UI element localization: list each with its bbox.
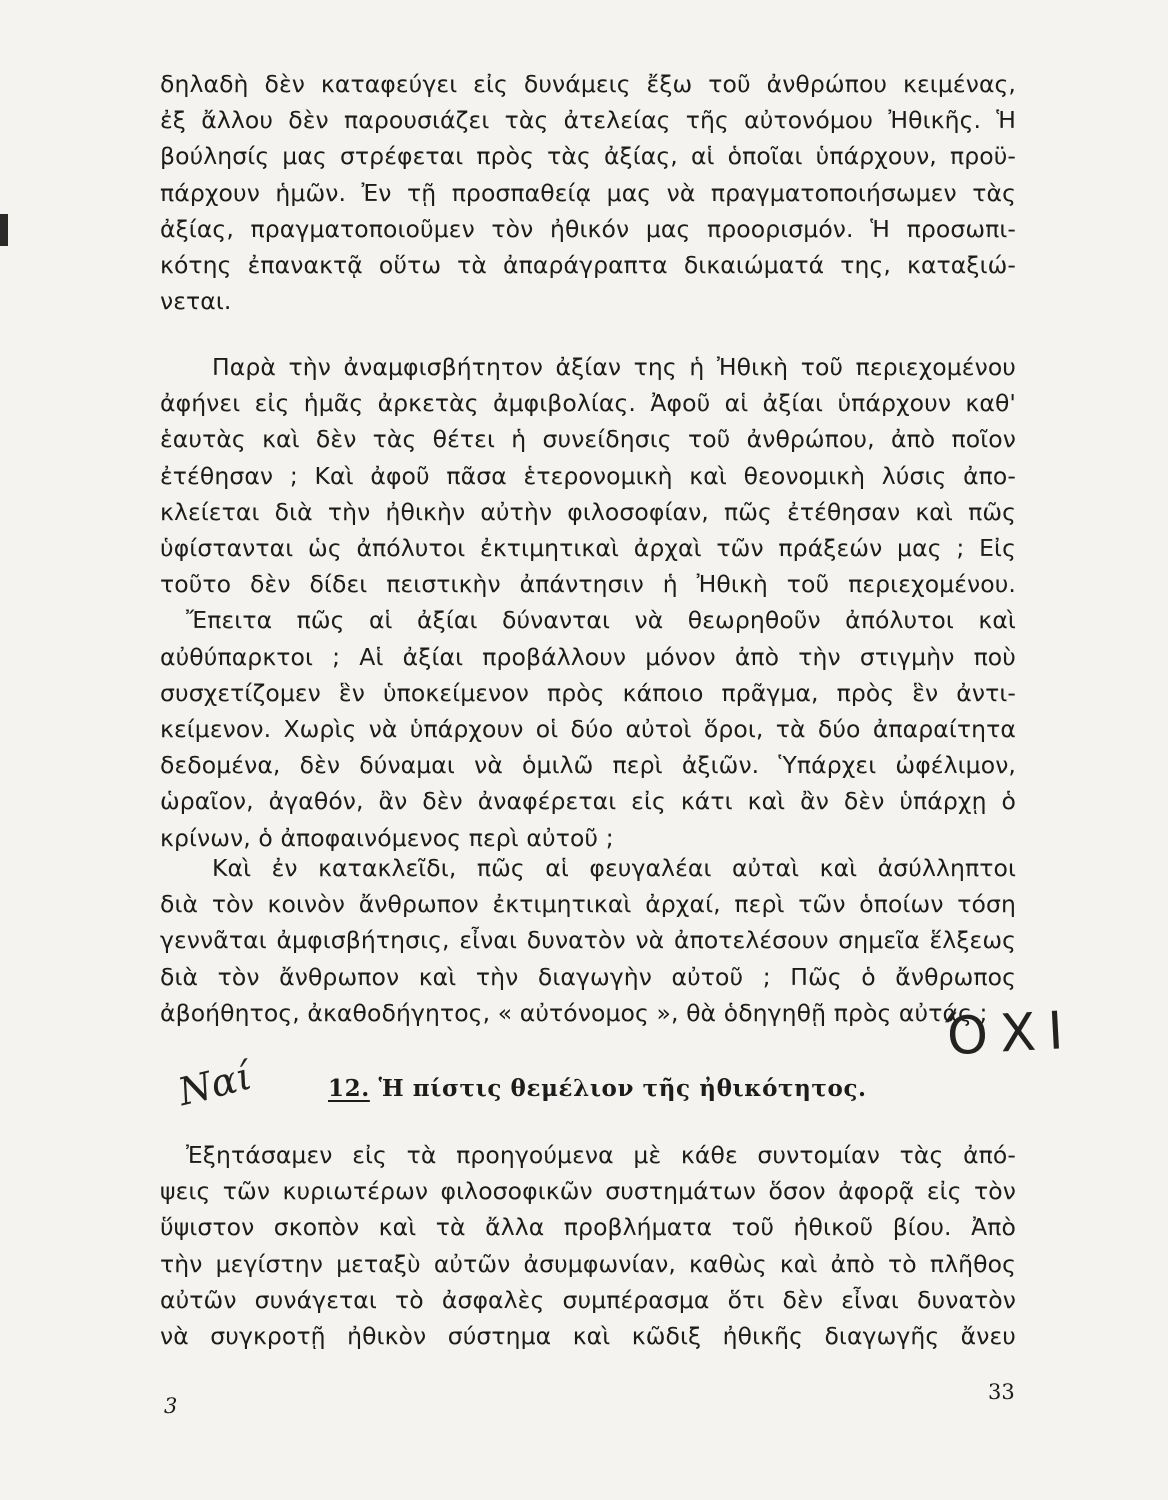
text-line: πάρχουν ἡμῶν. Ἐν τῇ προσπαθείᾳ μας νὰ πραγματοποιήσωμεν τὰς bbox=[160, 178, 1016, 207]
paragraph-2 bbox=[160, 349, 1016, 856]
text-line: συσχετίζομεν ἓν ὑποκείμενον πρὸς κάποιο πρᾶγμα, πρὸς ἓν ἀντι- bbox=[160, 678, 1016, 707]
text-line: ἑαυτὰς καὶ δὲν τὰς θέτει ἡ συνείδησις τοῦ ἀνθρώπου, ἀπὸ ποῖον bbox=[160, 425, 1016, 454]
text-line: ἐτέθησαν ; Καὶ ἀφοῦ πᾶσα ἑτερονομικὴ καὶ θεονομικὴ λύσις ἀπο- bbox=[160, 461, 1016, 490]
text-line: Ἔπειτα πῶς αἱ ἀξίαι δύνανται νὰ θεωρηθοῦν ἀπόλυτοι καὶ bbox=[186, 606, 1016, 635]
text-line: κότης ἐπανακτᾷ οὕτω τὰ ἀπαράγραπτα δικαιώματά της, καταξιώ- bbox=[160, 251, 1016, 280]
text-line: κείμενον. Χωρὶς νὰ ὑπάρχουν οἱ δύο αὐτοὶ ὅροι, τὰ δύο ἀπαραίτητα bbox=[160, 715, 1016, 744]
text-line: βούλησίς μας στρέφεται πρὸς τὰς ἀξίας, αἱ ὁποῖαι ὑπάρχουν, προϋ- bbox=[160, 142, 1016, 171]
section-heading bbox=[328, 1075, 867, 1102]
text-line: διὰ τὸν κοινὸν ἄνθρωπον ἐκτιμητικαὶ ἀρχαί, περὶ τῶν ὁποίων τόση bbox=[160, 890, 1016, 919]
text-line: Παρὰ τὴν ἀναμφισβήτητον ἀξίαν της ἡ Ἠθικὴ τοῦ περιεχομένου bbox=[212, 353, 1016, 381]
handwritten-note-no: ΌΧΙ bbox=[944, 1000, 1077, 1068]
text-line: τοῦτο δὲν δίδει πειστικὴν ἀπάντησιν ἡ Ἠθικὴ τοῦ περιεχομένου. bbox=[160, 570, 1016, 599]
text-line: Ἐξητάσαμεν εἰς τὰ προηγούμενα μὲ κάθε συντομίαν τὰς ἀπό- bbox=[186, 1141, 1016, 1169]
text-line: ὡραῖον, ἀγαθόν, ἂν δὲν ἀναφέρεται εἰς κάτι καὶ ἂν δὲν ὑπάρχῃ ὁ bbox=[160, 787, 1016, 816]
text-line: αὐτῶν συνάγεται τὸ ἀσφαλὲς συμπέρασμα ὅτι δὲν εἶναι δυνατὸν bbox=[160, 1285, 1016, 1314]
text-line: νεται. bbox=[160, 287, 232, 316]
paragraph-4 bbox=[160, 1137, 1016, 1354]
text-line: αὐθύπαρκτοι ; Αἱ ἀξίαι προβάλλουν μόνον ἀπὸ τὴν στιγμὴν ποὺ bbox=[160, 642, 1016, 671]
text-line: δεδομένα, δὲν δύναμαι νὰ ὁμιλῶ περὶ ἀξιῶν. Ὑπάρχει ὠφέλιμον, bbox=[160, 751, 1016, 780]
text-line: ψεις τῶν κυριωτέρων φιλοσοφικῶν συστημάτων ὅσον ἀφορᾷ εἰς τὸν bbox=[160, 1177, 1016, 1206]
text-line: κρίνων, ὁ ἀποφαινόμενος περὶ αὐτοῦ ; bbox=[160, 823, 614, 852]
text-line: νὰ συγκροτῇ ἠθικὸν σύστημα καὶ κῶδιξ ἠθικῆς διαγωγῆς ἄνευ bbox=[160, 1322, 1016, 1351]
text-line: δηλαδὴ δὲν καταφεύγει εἰς δυνάμεις ἔξω τοῦ ἀνθρώπου κειμένας, bbox=[160, 70, 1016, 98]
paragraph-1 bbox=[160, 66, 1016, 319]
text-line: ὑφίστανται ὡς ἀπόλυτοι ἐκτιμητικαὶ ἀρχαὶ τῶν πράξεών μας ; Εἰς bbox=[160, 534, 1016, 563]
text-line: τὴν μεγίστην μεταξὺ αὐτῶν ἀσυμφωνίαν, καθὼς καὶ ἀπὸ τὸ πλῆθος bbox=[160, 1249, 1016, 1278]
text-line: ἀξίας, πραγματοποιοῦμεν τὸν ἠθικόν μας προορισμόν. Ἡ προσωπι- bbox=[160, 214, 1016, 243]
section-title: Ἡ πίστις θεμέλιον τῆς ἠθικότητος. bbox=[378, 1075, 867, 1102]
text-line: Καὶ ἐν κατακλεῖδι, πῶς αἱ φευγαλέαι αὐταὶ καὶ ἀσύλληπτοι bbox=[212, 854, 1016, 882]
text-line: ἐξ ἄλλου δὲν παρουσιάζει τὰς ἀτελείας τῆς αὐτονόμου Ἠθικῆς. Ἡ bbox=[160, 106, 1016, 135]
text-line: ἀβοήθητος, ἀκαθοδήγητος, « αὐτόνομος », θὰ ὁδηγηθῇ πρὸς αὐτάς ; bbox=[160, 998, 988, 1027]
text-line: ἀφήνει εἰς ἡμᾶς ἀρκετὰς ἀμφιβολίας. Ἀφοῦ αἱ ἀξίαι ὑπάρχουν καθ' bbox=[160, 389, 1016, 418]
section-number: 12. bbox=[328, 1075, 370, 1102]
text-line: ὕψιστον σκοπὸν καὶ τὰ ἄλλα προβλήματα τοῦ ἠθικοῦ βίου. Ἀπὸ bbox=[160, 1213, 1016, 1242]
page-number: 33 bbox=[988, 1380, 1015, 1404]
text-line: κλείεται διὰ τὴν ἠθικὴν αὐτὴν φιλοσοφίαν, πῶς ἐτέθησαν καὶ πῶς bbox=[160, 497, 1016, 526]
signature-mark: 3 bbox=[164, 1394, 178, 1418]
paragraph-3 bbox=[160, 850, 1016, 1031]
text-line: διὰ τὸν ἄνθρωπον καὶ τὴν διαγωγὴν αὐτοῦ ; Πῶς ὁ ἄνθρωπος bbox=[160, 962, 1016, 991]
text-line: γεννᾶται ἀμφισβήτησις, εἶναι δυνατὸν νὰ ἀποτελέσουν σημεῖα ἕλξεως bbox=[160, 926, 1016, 955]
page-edge-mark bbox=[0, 214, 8, 246]
handwritten-note-yes: Ναί bbox=[173, 1053, 257, 1115]
